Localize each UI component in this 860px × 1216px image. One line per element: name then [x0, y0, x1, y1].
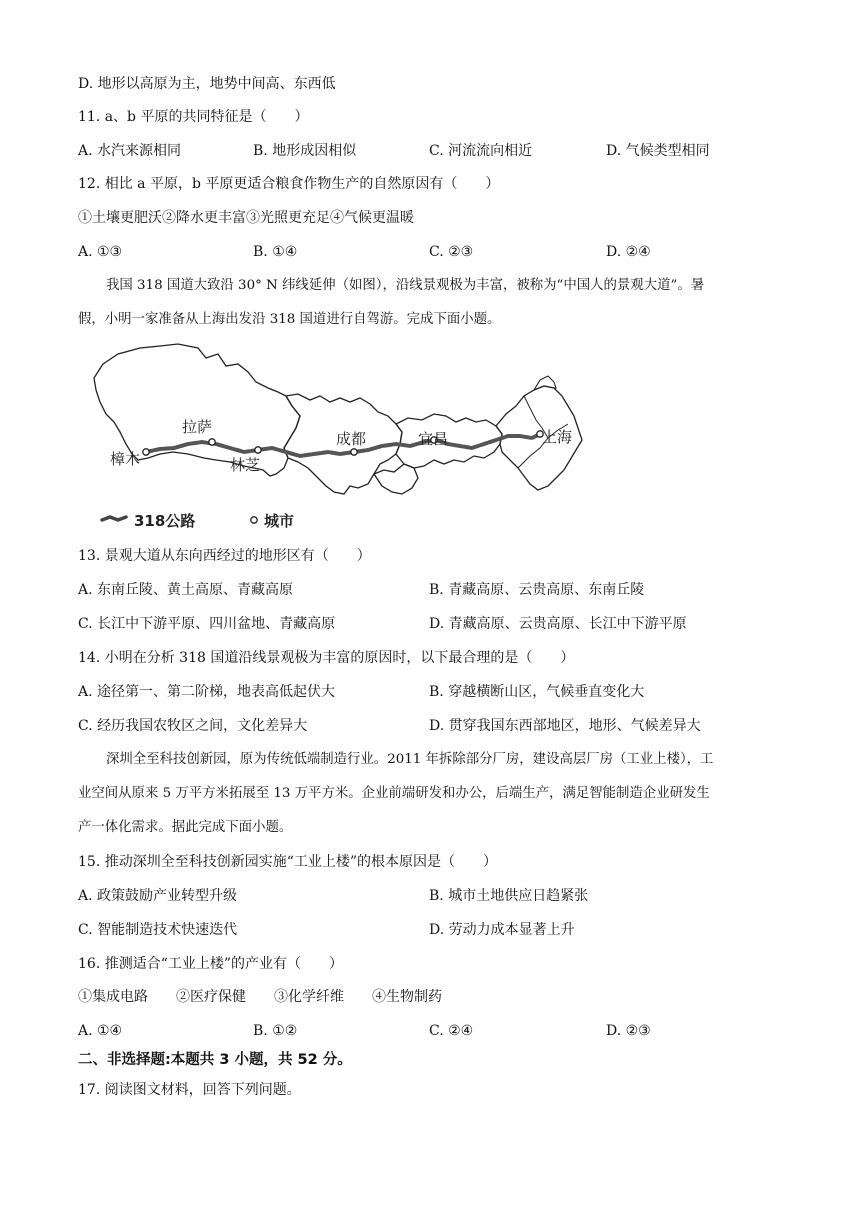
- q14-option-c: C. 经历我国农牧区之间，文化差异大: [78, 718, 308, 734]
- passage2-line1: 深圳全至科技创新园，原为传统低端制造行业。2011 年拆除部分厂房，建设高层厂房（工业上楼），工: [106, 752, 714, 767]
- q11-option-b: B. 地形成因相似: [253, 143, 357, 159]
- city-label-chengdu: 成都: [336, 430, 367, 448]
- jiangsu-outline: [534, 376, 556, 390]
- q12-option-b: B. ①④: [253, 244, 298, 260]
- legend-road-label: 318公路: [134, 512, 196, 530]
- q13-option-c: C. 长江中下游平原、四川盆地、青藏高原: [78, 616, 336, 632]
- city-marker-linzhi: [255, 447, 261, 453]
- city-label-lasa: 拉萨: [182, 418, 213, 436]
- q15-option-b: B. 城市土地供应日趋紧张: [429, 888, 589, 904]
- q14-option-b: B. 穿越横断山区，气候垂直变化大: [429, 684, 645, 700]
- city-marker-lasa: [209, 439, 215, 445]
- legend-city-label: 城市: [264, 512, 295, 530]
- passage1-line2: 假，小明一家准备从上海出发沿 318 国道进行自驾游。完成下面小题。: [78, 312, 501, 327]
- q13-option-a: A. 东南丘陵、黄土高原、青藏高原: [78, 582, 294, 598]
- q11-option-d: D. 气候类型相同: [606, 143, 710, 159]
- q16-stem: 16. 推测适合“工业上楼”的产业有（ ）: [78, 956, 344, 972]
- q11-stem: 11. a、b 平原的共同特征是（ ）: [78, 109, 309, 125]
- q16-option-b: B. ①②: [253, 1023, 298, 1039]
- q12-option-c: C. ②③: [429, 244, 474, 260]
- route-318-map: [78, 336, 598, 536]
- q11-option-c: C. 河流流向相近: [429, 143, 533, 159]
- q12-option-a: A. ①③: [78, 244, 123, 260]
- q12-stem: 12. 相比 a 平原，b 平原更适合粮食作物生产的自然原因有（ ）: [78, 176, 500, 192]
- q13-option-b: B. 青藏高原、云贵高原、东南丘陵: [429, 582, 645, 598]
- q14-option-d: D. 贯穿我国东西部地区，地形、气候差异大: [429, 718, 701, 734]
- q16-choices: ①集成电路 ②医疗保健 ③化学纤维 ④生物制药: [78, 989, 442, 1005]
- q16-option-d: D. ②③: [606, 1023, 651, 1039]
- hubei-outline: [396, 414, 502, 468]
- q10-option-d: D. 地形以高原为主，地势中间高、东西低: [78, 76, 336, 92]
- q15-option-c: C. 智能制造技术快速迭代: [78, 922, 238, 938]
- q12-option-d: D. ②④: [606, 244, 651, 260]
- q15-stem: 15. 推动深圳全至科技创新园实施“工业上楼”的根本原因是（ ）: [78, 854, 498, 870]
- q12-choices: ①土壤更肥沃②降水更丰富③光照更充足④气候更温暖: [78, 210, 414, 226]
- city-label-yichang: 宜昌: [418, 430, 449, 448]
- city-label-linzhi: 林芝: [230, 456, 261, 474]
- city-label-shanghai: 上海: [542, 428, 573, 446]
- legend-city-icon: [251, 517, 257, 523]
- passage2-line3: 产一体化需求。据此完成下面小题。: [78, 820, 293, 835]
- city-marker-zhangmu: [143, 449, 149, 455]
- q14-stem: 14. 小明在分析 318 国道沿线景观极为丰富的原因时，以下最合理的是（ ）: [78, 650, 575, 666]
- legend-road-icon: [102, 517, 126, 520]
- passage1-line1: 我国 318 国道大致沿 30° N 纬线延伸（如图），沿线景观极为丰富，被称为“中国人的景观大道”。暑: [106, 278, 705, 293]
- city-label-zhangmu: 樟木: [110, 450, 141, 468]
- q11-option-a: A. 水汽来源相同: [78, 143, 182, 159]
- q13-stem: 13. 景观大道从东向西经过的地形区有（ ）: [78, 548, 371, 564]
- q16-option-a: A. ①④: [78, 1023, 123, 1039]
- q14-option-a: A. 途径第一、第二阶梯，地表高低起伏大: [78, 684, 336, 700]
- chongqing-outline: [374, 464, 418, 494]
- passage2-line2: 业空间从原来 5 万平方米拓展至 13 万平方米。企业前端研发和办公，后端生产，满足智能制造企业研发生: [78, 786, 710, 801]
- section2-title: 二、非选择题:本题共 3 小题，共 52 分。: [78, 1052, 352, 1068]
- city-marker-chengdu: [351, 449, 357, 455]
- q16-option-c: C. ②④: [429, 1023, 474, 1039]
- q15-option-d: D. 劳动力成本显著上升: [429, 922, 575, 938]
- q13-option-d: D. 青藏高原、云贵高原、长江中下游平原: [429, 616, 687, 632]
- q15-option-a: A. 政策鼓励产业转型升级: [78, 888, 238, 904]
- q17-stem: 17. 阅读图文材料，回答下列问题。: [78, 1082, 301, 1098]
